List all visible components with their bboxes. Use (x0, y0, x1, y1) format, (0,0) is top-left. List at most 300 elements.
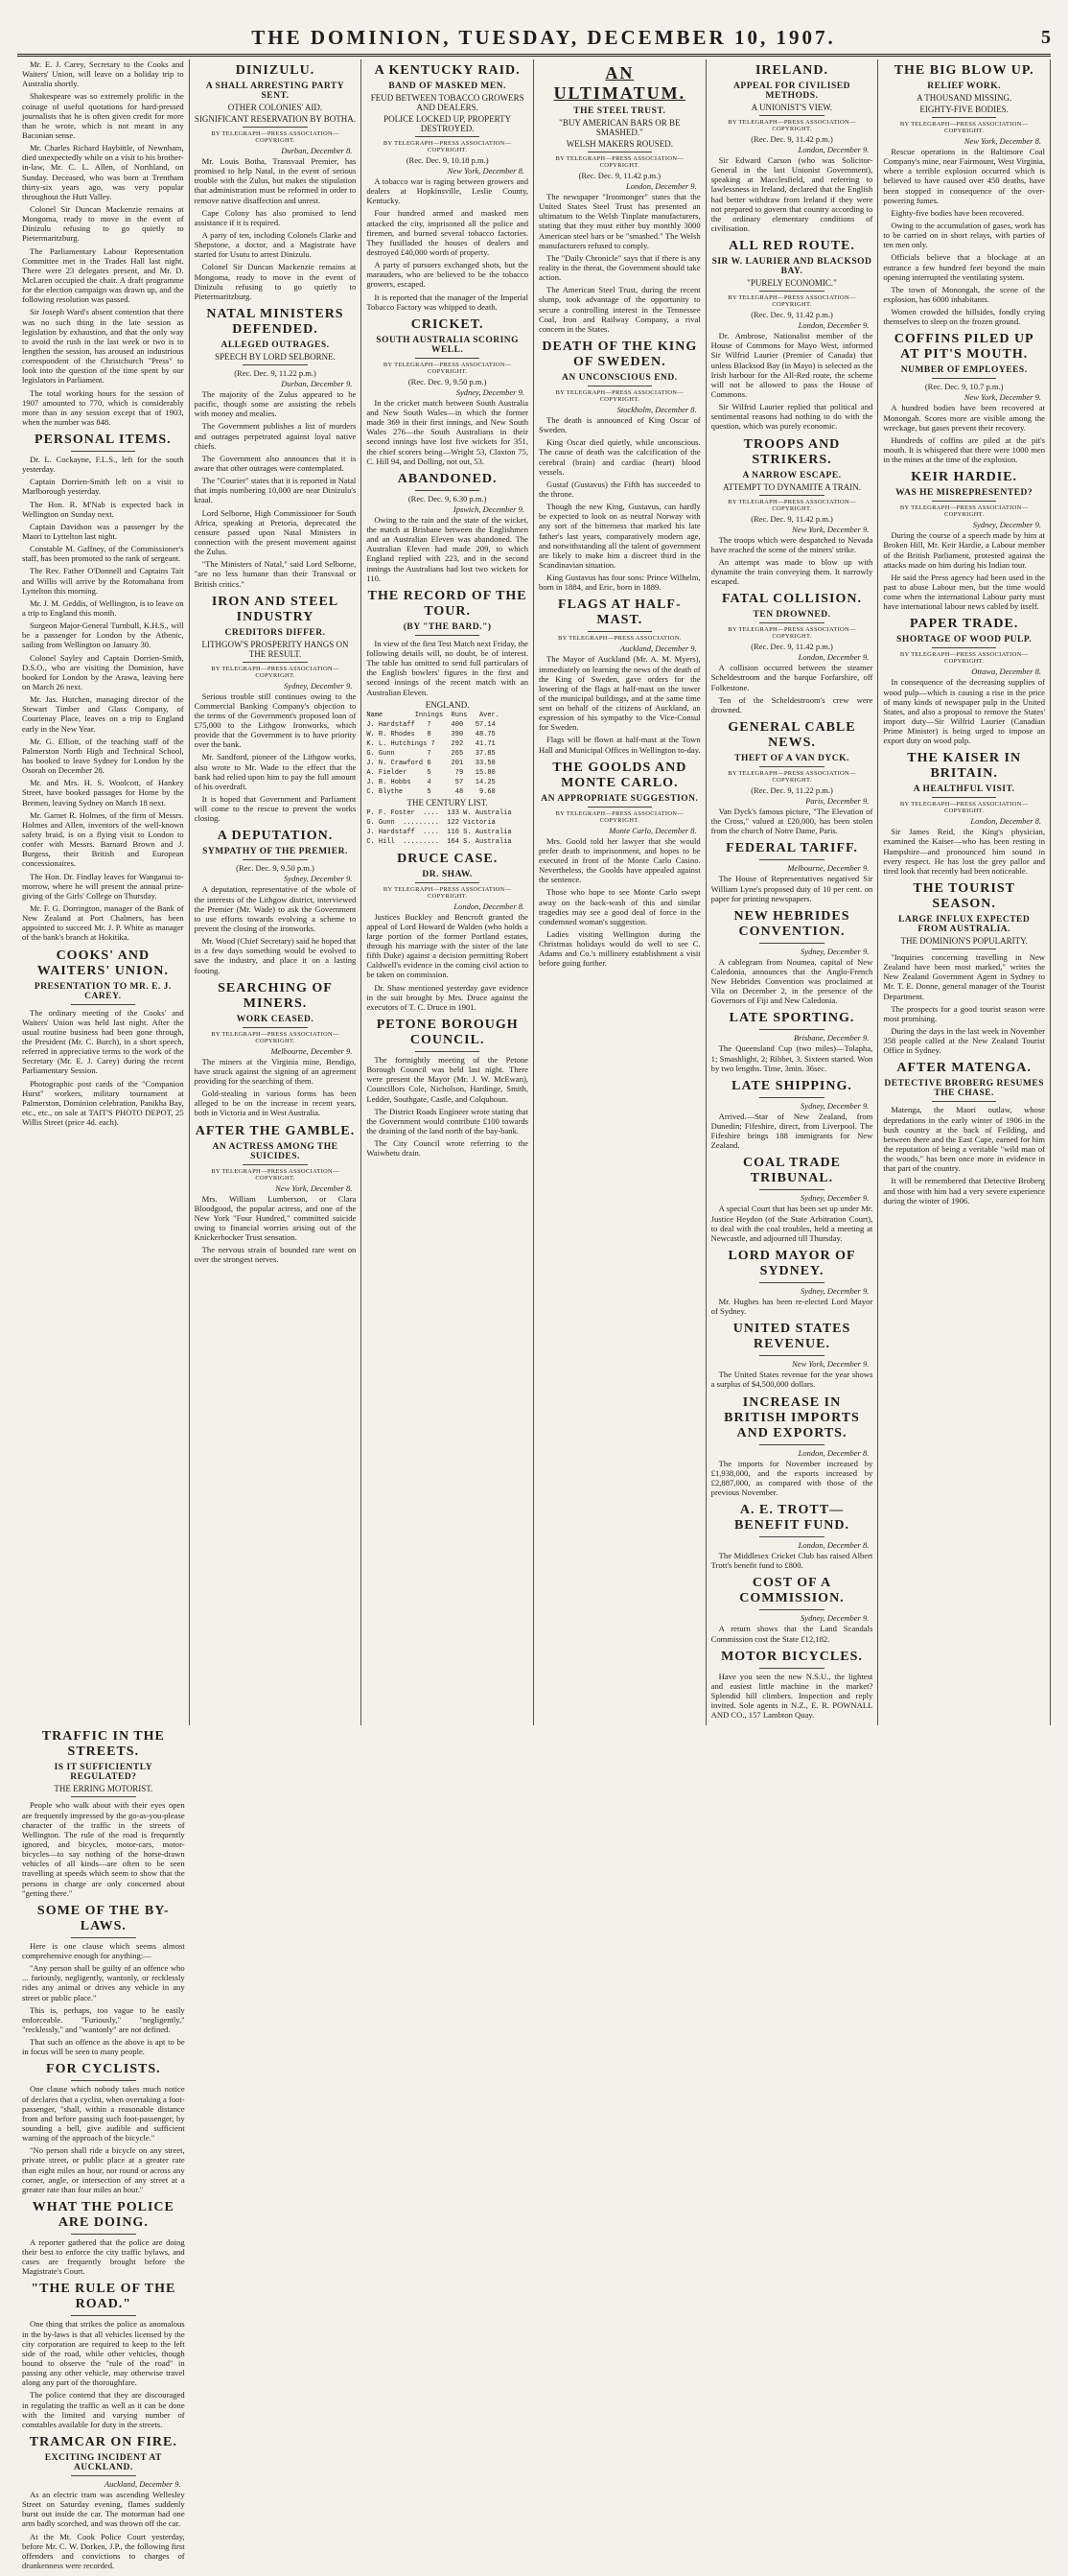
divider (932, 647, 996, 648)
body-paragraph: "Any person shall be guilty of an offence who ... furiously, negligently, wantonly, or recklessly rides any animal or drives any vehicle in any street or public place." (22, 1963, 185, 2002)
sub-headline: AN ACTRESS AMONG THE SUICIDES. (212, 1141, 338, 1161)
body-paragraph: Mr. Sandford, pioneer of the Lithgow works, also wrote to Mr. Wade to the effect that the bank had relied upon him to pay the full amount of his overdraft. (194, 752, 357, 791)
headline: COFFINS PILED UP AT PIT'S MOUTH. (894, 332, 1034, 363)
headline: THE TOURIST SEASON. (913, 881, 1015, 912)
divider (71, 1796, 136, 1797)
article (366, 472, 528, 583)
headline: TRAMCAR ON FIRE. (29, 2435, 177, 2450)
body-paragraph: At the Mt. Cook Police Court yesterday, before Mr. C. W. Dorken, J.P., the following first offenders and convictions to charges of drunkenness were recorded. (22, 2531, 185, 2571)
divider (243, 662, 307, 663)
body-paragraph: The police contend that they are discouraged in regulating the traffic as well as it can be done with the limited and varying number of constables available for duty in the streets. (22, 2390, 185, 2429)
sub-headline: ATTEMPT TO DYNAMITE A TRAIN. (722, 481, 862, 492)
headline: LATE SPORTING. (729, 1011, 855, 1026)
body-paragraph: Mr. Charles Richard Haybittle, of Newnham, died unexpectedly while on a visit to his brother-in-law, Mr. C. L. Allen, of Northland, on Sunday. Deceased, who was born at Trentham thirty-six years ago, was very popular throughout the Hutt Valley. (22, 143, 184, 201)
sub-headline: "BUY AMERICAN BARS OR BE SMASHED." (559, 118, 681, 137)
sub-headline: A THOUSAND MISSING. (917, 93, 1012, 103)
body-paragraph: Hundreds of coffins are piled at the pit's mouth. It is whispered that there were 1000 men in the mines at the time of the explosion. (883, 434, 1045, 465)
dateline: Brisbane, December 9. (793, 1033, 870, 1043)
body-paragraph: Gold-stealing in various forms has been alleged to be on the increase in recent years, both in Victoria and in West Australia. (194, 1089, 357, 1118)
body-paragraph: The Middlesex Cricket Club has raised Albert Trott's benefit fund to £800. (710, 1551, 873, 1571)
body-paragraph: The American Steel Trust, during the recent slump, took advantage of the opportunity to secure a controlling interest in the Tennessee Coal, Iron and Railway Company, a rival concern in the States. (539, 285, 701, 334)
divider (243, 1164, 307, 1165)
divider (759, 495, 824, 496)
sub-headline: EXCITING INCIDENT AT AUCKLAND. (44, 2453, 162, 2473)
body-paragraph: A tobacco war is raging between growers and dealers at Hopkinsville, Leslie County, Kentucky. (366, 176, 528, 206)
dateline: Sydney, December 9. (284, 874, 353, 884)
received-date: (Rec. Dec. 9, 11.42 p.m.) (578, 171, 662, 180)
table-row: W. R. Rhodes 8 390 48.75 (366, 730, 496, 738)
dateline: New York, December 9. (792, 1359, 870, 1370)
divider (71, 1937, 136, 1938)
body-paragraph: That such an offence as the above is apt to be in focus will be seen to many people. (22, 2037, 185, 2057)
body-paragraph: One thing that strikes the police as anomalous in the by-laws is that all vehicles licensed by the city corporation are required to keep to the left side of the road, while other vehicles, though bound to observe the "rule of the road" in passing any other vehicle, may otherwise travel along any part of the thoroughfare. (22, 2319, 185, 2388)
body-paragraph: The troops which were despatched to Nevada have reached the scene of the miners' strike. (710, 534, 873, 554)
body-paragraph: Colonel Sayley and Captain Dorrien-Smith, D.S.O., who are visiting the Dominion, have booked for London by the Arawa, leaving here on March 26 next. (22, 652, 184, 692)
body-paragraph: An attempt was made to blow up with dynamite the train conveying them. It narrowly escaped. (710, 556, 873, 587)
divider (759, 1536, 824, 1537)
divider (415, 635, 479, 636)
sub-headline: POLICE LOCKED UP, PROPERTY DESTROYED. (383, 114, 512, 133)
divider (932, 378, 996, 379)
divider (759, 1609, 824, 1610)
body-paragraph: Ten of the Scheldestroom's crew were drowned. (710, 694, 873, 714)
body-paragraph: Colonel Sir Duncan Mackenzie remains at Mongoma, ready to move in the event of Dinizulu refusing to go quietly to Pietermaritzburg. (22, 203, 184, 244)
divider (759, 1444, 824, 1445)
body-paragraph: A return shows that the Land Scandals Commission cost the State £12,182. (710, 1624, 873, 1644)
table-heading: THE CENTURY LIST. (406, 797, 488, 808)
body-paragraph: Those who hope to see Monte Carlo swept away on the back-wash of this and similar tragedies may see a good deal of force in the condemned woman's suggestion. (539, 887, 701, 926)
body-paragraph: The nervous strain of bounded rare went on over the strongest nerves. (194, 1245, 357, 1265)
dateline: London, December 8. (970, 816, 1041, 827)
headline: SOME OF THE BY-LAWS. (36, 1903, 170, 1933)
article (711, 592, 873, 714)
headline: SEARCHING OF MINERS. (218, 980, 333, 1011)
divider (932, 948, 996, 949)
table-heading: ENGLAND. (425, 699, 470, 710)
article (539, 340, 701, 592)
column-6 (878, 59, 1051, 1725)
divider (759, 1189, 824, 1190)
body-paragraph: Mr. Jas. Hutchen, managing director of the Stewart Timber and Glass Company, of Courtenay Place, leaves on a trip to England early in the New Year. (22, 694, 184, 734)
divider (759, 622, 824, 623)
wire-credit: BY TELEGRAPH—PRESS ASSOCIATION—COPYRIGHT. (211, 665, 339, 679)
body-paragraph: Serious trouble still continues owing to the Commercial Banking Company's objection to the terms of the Government's proposed loan of £75,000 to the Lithgow Ironworks, which provide that the Government is to have priority over the bank. (194, 691, 357, 750)
body-paragraph: A deputation, representative of the whole of the interests of the Lithgow district, interviewed the Premier (Mr. Wade) to ask the Government to use efforts towards evolving a scheme to prevent the closing of the ironworks. (194, 884, 357, 934)
body-paragraph: The District Roads Engineer wrote stating that the Government would contribute £100 towards the draining of the land north of the bay-bank. (366, 1106, 528, 1136)
body-paragraph: Mr. Garnet R. Holmes, of the firm of Messrs. Holmes and Allen, inventors of the well-known safety braid, is on a flying visit to London to confer with Messrs. Barnard Brown and J. Burgess, their British and European concessionaires. (22, 809, 184, 869)
body-paragraph: Cape Colony has also promised to lend assistance if it is required. (194, 207, 357, 227)
body-paragraph: Gustaf (Gustavus) the Fifth has succeeded to the throne. (539, 479, 701, 499)
body-paragraph: One clause which nobody takes much notice of declares that a cyclist, when overtaking a foot-passenger, "shall, within a reasonable distance from and before passing such foot-passenger, by sounding a bell, give audible and sufficient warning of the approach of the bicycle." (22, 2084, 185, 2143)
wire-credit: BY TELEGRAPH—PRESS ASSOCIATION. (557, 635, 682, 643)
body-paragraph: During the days in the last week in November 358 people called at the New Zealand Tourist Office in Sydney. (883, 1026, 1045, 1056)
dateline: Monte Carlo, December 8. (609, 825, 697, 835)
headline: NATAL MINISTERS DEFENDED. (206, 306, 344, 337)
received-date: (Rec. Dec. 9, 6.30 p.m.) (407, 493, 487, 503)
sub-headline: A UNIONIST'S VIEW. (751, 103, 833, 112)
article (711, 841, 873, 902)
wire-credit: BY TELEGRAPH—PRESS ASSOCIATION—COPYRIGHT. (211, 1030, 339, 1044)
dateline: London, December 9. (626, 181, 697, 191)
article (711, 1576, 873, 1643)
body-paragraph: Ladies visiting Wellington during the Christmas holidays would do well to see C. Adams and Co.'s millinery establishment a visit before going further. (539, 929, 701, 969)
received-date: (Rec. Dec. 9, 11.42 p.m.) (751, 134, 833, 144)
divider (415, 490, 479, 491)
body-paragraph: During the course of a speech made by him at Broken Hill, Mr. Keir Hardie, a Labour member of the British Parliament, protested against the attacks made on him during his Indian tour. (883, 530, 1045, 570)
received-date: (Rec. Dec. 9, 11.22 p.m.) (234, 367, 316, 378)
dateline: Melbourne, December 9. (787, 863, 870, 874)
sub-headline: THE DOMINION'S POPULARITY. (900, 936, 1028, 947)
divider (415, 882, 479, 883)
column-7 (17, 1725, 190, 2576)
article (711, 1503, 873, 1570)
body-paragraph: Mr. Louis Botha, Transvaal Premier, has promised to help Natal, in the event of serious trouble with the Zulus, but makes the stipulation that administration must be reformed in order to remove native disaffection and unrest. (194, 156, 357, 205)
body-paragraph: A party of pursuers exchanged shots, but the marauders, who are believed to be the tobacco growers, escaped. (366, 260, 528, 290)
article (883, 881, 1045, 1055)
article (22, 1904, 185, 2057)
article (366, 63, 528, 312)
article (195, 829, 357, 974)
article (22, 433, 184, 942)
article (711, 720, 873, 835)
article (195, 595, 357, 824)
column-1 (17, 59, 190, 1725)
article (539, 597, 701, 754)
headline: PAPER TRADE. (909, 617, 1019, 632)
body-paragraph: Though the new King, Gustavus, can hardly be expected to look on as neutral Norway with any sort of the bitterness that marked his late father's last years, comparatively modern age, and notwithstanding all the talent of government are likely to make him a discreet third in the Scandinavian situation. (539, 502, 701, 570)
divider (71, 1004, 135, 1005)
wire-credit: BY TELEGRAPH—PRESS ASSOCIATION—COPYRIGHT. (555, 809, 685, 824)
divider (243, 1027, 307, 1028)
article (22, 2435, 185, 2570)
sub-headline: SOUTH AUSTRALIA SCORING WELL. (376, 335, 520, 355)
body-paragraph: Arrived.—Star of New Zealand, from Dunedin; Fifeshire, direct, from Liverpool. The Fifeshire brings 188 immigrants for New Zealand. (710, 1111, 873, 1151)
body-paragraph: The death is announced of King Oscar of Sweden. (539, 414, 701, 435)
table-row: K. L. Hutchings 7 292 41.71 (366, 739, 496, 748)
article (711, 1650, 873, 1721)
sub-headline: SPEECH BY LORD SELBORNE. (215, 351, 336, 362)
divider (415, 1051, 479, 1052)
sub-headline: SIGNIFICANT RESERVATION BY BOTHA. (194, 114, 357, 124)
wire-credit: BY TELEGRAPH—PRESS ASSOCIATION—COPYRIGHT. (899, 504, 1029, 519)
divider (71, 2475, 136, 2476)
body-paragraph: Women crowded the hillsides, fondly crying themselves to sleep on the frozen ground. (883, 307, 1045, 327)
divider (243, 859, 307, 860)
body-paragraph: The town of Monongah, the scene of the explosion, has 6000 inhabitants. (883, 284, 1045, 304)
article (366, 589, 528, 846)
headline: AFTER MATENGA. (896, 1061, 1032, 1076)
sub-headline: WELSH MAKERS ROUSED. (566, 139, 673, 149)
body-paragraph: A collision occurred between the steamer Scheldestroom and the barque Forfarshire, off Folkestone. (710, 663, 873, 692)
body-paragraph: Sir Wilfrid Laurier replied that political and sentimental reasons had nothing to do with the question, which was purely economic. (710, 402, 873, 432)
article (883, 751, 1045, 876)
body-paragraph: A cablegram from Noumea, capital of New Caledonia, announces that the Anglo-French New Hebrides Convention was proclaimed at Vila on December 2, in the presence of the Governors of Fiji and New Caledonia. (710, 956, 873, 1006)
body-paragraph: It will be remembered that Detective Broberg and those with him had a very severe experience during the winter of 1906. (883, 1176, 1045, 1206)
headline: GENERAL CABLE NEWS. (728, 719, 856, 750)
article (22, 2200, 185, 2277)
sub-headline: "PURELY ECONOMIC." (747, 278, 837, 289)
divider (932, 1101, 996, 1102)
wire-credit: BY TELEGRAPH—PRESS ASSOCIATION—COPYRIGHT. (899, 121, 1029, 134)
article (711, 1156, 873, 1243)
wire-credit: BY TELEGRAPH—PRESS ASSOCIATION—COPYRIGHT. (555, 388, 685, 403)
sub-headline: CREDITORS DIFFER. (224, 627, 326, 638)
dateline: Paris, December 9. (805, 795, 870, 806)
wire-credit: BY TELEGRAPH—PRESS ASSOCIATION—COPYRIGHT. (728, 769, 856, 784)
headline: TROOPS AND STRIKERS. (743, 436, 841, 467)
body-paragraph: The City Council wrote referring to the Waiwhetu drain. (366, 1138, 528, 1159)
sub-headline: SYMPATHY OF THE PREMIER. (202, 847, 348, 857)
headline: COST OF A COMMISSION. (739, 1576, 845, 1606)
body-paragraph: "The Ministers of Natal," said Lord Selborne, "are no less humane than their Transvaal or British critics." (194, 559, 357, 589)
article (22, 2282, 185, 2429)
body-paragraph: The total working hours for the session of 1907 amounted to 770, which is considerably more than in any session except that of 1903, when the number was 848. (22, 387, 184, 427)
body-paragraph: Matenga, the Maori outlaw, whose depredations in the early winter of 1906 in the bush country at the back of Feilding, and between there and the East Cape, earned for him the reputation of being a veritable "wild man of the woods," has been once more in evidence in that part of the country. (883, 1105, 1045, 1174)
body-paragraph: The Government publishes a list of murders and outrages perpetrated against loyal native chiefs. (194, 421, 357, 451)
headline: PETONE BOROUGH COUNCIL. (376, 1018, 519, 1048)
body-paragraph: Surgeon Major-General Turnbull, K.H.S., will be a passenger for London by the Athenic, sailing from Wellington on January 30. (22, 621, 184, 650)
headline: THE BIG BLOW UP. (894, 63, 1034, 78)
dateline: Sydney, December 9. (801, 1100, 870, 1111)
divider (71, 2080, 136, 2081)
headline: TRAFFIC IN THE STREETS. (41, 1729, 165, 1760)
headline: LATE SHIPPING. (731, 1078, 852, 1093)
sub-headline: THE STEEL TRUST. (573, 106, 666, 116)
divider (71, 451, 135, 452)
dateline: Auckland, December 9. (104, 2479, 181, 2490)
divider (588, 631, 652, 632)
dateline: Durban, December 8. (281, 146, 353, 155)
body-paragraph: The majority of the Zulus appeared to be pacific, though some are assisting the rebels with money and mealies. (194, 388, 357, 419)
received-date: (Rec. Dec. 9, 9.50 p.m.) (407, 376, 487, 386)
sub-headline: WORK CEASED. (236, 1014, 314, 1024)
headline: WHAT THE POLICE ARE DOING. (32, 2199, 174, 2230)
body-paragraph: In the cricket match between South Australia and New South Wales—in which the former made 369 in their first innings, and New South Wales 276—the South Australians in their second innings have lost five wickets for 351, the chief scorers being—Wright 53, Claxton 75, C. Hill 94, and Dolling, not out, 53. (366, 397, 528, 466)
body-paragraph: The Parliamentary Labour Representation Committee met in the Trades Hall last night. There were 23 delegates present, and Mr. D. McLaren occupied the chair. A draft programme for the election campaign was drawn up, and the following resolution was passed. (22, 246, 184, 305)
headline: THE RECORD OF THE TOUR. (367, 588, 527, 619)
dateline: New York, December 8. (275, 1183, 353, 1193)
body-paragraph: Mr. and Mrs. H. S. Woolcott, of Hankey Street, have booked passages for Home by the Bremen, leaving Sydney on March 18 next. (22, 778, 184, 808)
body-paragraph: Captain Davidson was a passenger by the Maori to Lyttelton last night. (22, 521, 184, 542)
headline: DEATH OF THE KING OF SWEDEN. (542, 339, 698, 369)
table-row: J. B. Hobbs 4 57 14.25 (366, 778, 496, 786)
body-paragraph: Here is one clause which seems almost comprehensive enough for anything:— (22, 1940, 185, 1960)
dateline: Durban, December 9. (281, 378, 353, 388)
body-paragraph: The miners at the Virginia mine, Bendigo, have struck against the signing of an agreement providing for the searching of them. (194, 1056, 357, 1087)
table-row: C. Hill ......... 164 S. Australia (366, 837, 512, 846)
headline: KEIR HARDIE. (911, 470, 1018, 485)
dateline: Sydney, December 9. (972, 520, 1041, 530)
table-row: Name Innings Runs Aver. (366, 711, 499, 719)
table-row: A. Fielder 5 79 15.80 (366, 768, 496, 777)
article (366, 852, 528, 1012)
headline: A. E. TROTT—BENEFIT FUND. (733, 1503, 850, 1534)
body-paragraph: Four hundred armed and masked men attacked the city, imprisoned all the police and firemen, and burned several tobacco factories. They fusilladed the houses of dealers and destroyed £40,000 worth of property. (366, 208, 528, 257)
body-paragraph: Mr. G. Elliott, of the teaching staff of the Palmerston North High and Technical School, has booked to leave Sydney for London by the Osorah on December 28. (22, 736, 184, 776)
received-date: (Rec. Dec. 9, 10.7 p.m.) (924, 382, 1004, 392)
article (22, 1729, 185, 1897)
sub-headline: THEFT OF A VAN DYCK. (734, 753, 849, 763)
headline: COAL TRADE TRIBUNAL. (743, 1156, 841, 1186)
sub-headline: EIGHTY-FIVE BODIES. (919, 105, 1009, 114)
divider (71, 2234, 136, 2235)
headline: INCREASE IN BRITISH IMPORTS AND EXPORTS. (724, 1394, 860, 1440)
dateline: London, December 9. (798, 320, 870, 331)
body-paragraph: It is reported that the manager of the Imperial Tobacco Factory was whipped to death. (366, 292, 528, 312)
divider (759, 1029, 824, 1030)
wire-credit: BY TELEGRAPH—PRESS ASSOCIATION—COPYRIGHT. (211, 130, 339, 144)
body-paragraph: "Inquiries concerning travelling in New Zealand have been most marked," writes the New Zealand Government Agent in Sydney to Mr. T. E. Donne, general manager of the Tourist Department. (883, 952, 1045, 1001)
body-paragraph: A special Court that has been set up under Mr. Justice Heydon (of the State Arbitration Court), to deal with the coal troubles, held a meeting at Newcastle, and adjourned till Thursday. (710, 1204, 873, 1243)
headline: AN ULTIMATUM. (553, 63, 686, 103)
body-paragraph: As an electric tram was ascending Wellesley Street on Saturday evening, flames suddenly burst out inside the car. The motorman had one arm badly scorched, and was thrown off the car. (22, 2490, 185, 2529)
sub-headline: RELIEF WORK. (927, 82, 1002, 91)
body-paragraph: King Oscar died quietly, while unconscious. The cause of death was the calcification of the cerebral (brain) and cardiac (heart) blood vessels. (539, 437, 701, 477)
received-date: (Rec. Dec. 9, 9.50 p.m.) (236, 863, 314, 874)
wire-credit: BY TELEGRAPH—PRESS ASSOCIATION—COPYRIGHT. (211, 1167, 339, 1182)
body-paragraph: Sir Joseph Ward's absent contention that there was no such thing in the late session as legislation by exhaustion, and that the only way to avoid the rush in the last week or two is to lengthen the session, has aroused an industrious correspondent of the Christchurch "Press" to look into the question of the time spent by our legislators in Parliament. (22, 307, 184, 386)
sub-headline: TEN DROWNED. (753, 610, 831, 621)
body-paragraph: Photographic post cards of the "Companion Hurst" workers, military tournament at Palmerston, Dominion celebration, Panikha Bay, etc., etc., on sale at TAIT'S PHOTO DEPOT, 25 Willis Street (price 4d. each). (22, 1078, 184, 1128)
divider (932, 117, 996, 118)
body-paragraph: Mr. J. M. Geddis, of Wellington, is to leave on a trip to England this month. (22, 597, 184, 619)
body-paragraph: Shakespeare was so extremely prolific in the coinage of useful quotations for hard-pressed journalists that he is often given credit for more than he wrote, which is not meant in any Baconian sense. (22, 91, 184, 140)
body-paragraph: It is hoped that Government and Parliament will come to the rescue to prevent the works closing. (194, 794, 357, 824)
dateline: London, December 8. (798, 1540, 870, 1551)
table-row: C. Blythe 5 48 9.60 (366, 787, 496, 796)
headline: A DEPUTATION. (217, 829, 334, 844)
body-paragraph: The ordinary meeting of the Cooks' and Waiters' Union was held last night. After the usual routine business had been gone through, the President (Mr. C. Burch), in a short speech, referred in appreciative terms to the work of the Secretary (Mr. E. J. Carey) during the recent Parliamentary Session. (22, 1007, 184, 1076)
wire-credit: BY TELEGRAPH—PRESS ASSOCIATION—COPYRIGHT. (555, 155, 685, 169)
body-paragraph: The imports for November increased by £1,938,000, and the exports increased by £2,887,000, as compared with those of the previous November. (710, 1458, 873, 1498)
body-paragraph: A hundred bodies have been recovered at Monongah. Scores more are visible among the wreckage, but gases prevent their recovery. (883, 403, 1045, 433)
headline: LORD MAYOR OF SYDNEY. (728, 1249, 856, 1279)
article (195, 63, 357, 301)
dateline: Stockholm, December 8. (616, 404, 697, 414)
article (195, 1124, 357, 1265)
article (366, 317, 528, 466)
body-paragraph: Dr. L. Cockayne, F.L.S., left for the south yesterday. (22, 455, 184, 475)
body-paragraph: Owing to the rain and the state of the wicket, the match at Brisbane between the Englishmen and an Australian Eleven was abandoned. The Australian Eleven had made 209, to which England replied with 223, and in the second innings the Australians had lost two wickets for 110. (366, 514, 528, 583)
sub-headline: LITHGOW'S PROSPERITY HANGS ON THE RESULT. (201, 639, 349, 659)
headline: COOKS' AND WAITERS' UNION. (36, 948, 169, 978)
body-paragraph: The fortnightly meeting of the Petone Borough Council was held last night. There were present the Mayor (Mr. J. W. McEwan), Councillors Cole, Nicholson, Hardinge, Smith, Ledder, Southgate, Castle, and Colquhoun. (366, 1055, 528, 1104)
headline: FEDERAL TARIFF. (726, 841, 858, 856)
body-paragraph: The prospects for a good tourist season were most promising. (883, 1003, 1045, 1023)
sub-headline: DR. SHAW. (422, 869, 473, 879)
sub-headline: APPEAL FOR CIVILISED METHODS. (733, 82, 850, 101)
table-row: P. F. Foster .... 133 W. Australia (366, 808, 512, 817)
sub-headline: ALLEGED OUTRAGES. (221, 340, 330, 350)
body-paragraph: The Queensland Cup (two miles)—Tolapha, 1; Smashlight, 2; Ribbet, 3. Sixteen started. Won by two lengths. Time, 3min. 36sec. (710, 1043, 873, 1073)
article (711, 1249, 873, 1316)
sub-headline: OTHER COLONIES' AID. (227, 103, 323, 112)
sub-headline: LARGE INFLUX EXPECTED FROM AUSTRALIA. (898, 915, 1031, 935)
headline: CRICKET. (410, 316, 484, 332)
sub-headline: (BY "THE BARD.") (403, 621, 492, 632)
body-paragraph: Mr. E. J. Carey, Secretary to the Cooks and Waiters' Union, will leave on a holiday trip to Australia shortly. (22, 59, 184, 89)
body-paragraph: Eighty-five bodies have been recovered. (891, 207, 1024, 218)
body-paragraph: Owing to the accumulation of gases, work has to be carried on in short relays, with parties of ten men only. (883, 220, 1045, 250)
dateline: Sydney, December 9. (284, 680, 353, 691)
headline: ABANDONED. (397, 471, 498, 486)
body-paragraph: In view of the first Test Match next Friday, the following details will, no doubt, be of interest. The table has omitted to send full particulars of the English bowlers' figures in the first and second innings of the recent match with an Australian Eleven. (366, 638, 528, 697)
body-paragraph: Mrs. William Lumberson, or Clara Bloodgood, the popular actress, and one of the New York "Four Hundred," committed suicide owing to financial worries arising out of the Knickerbocker Trust sensation. (194, 1193, 357, 1243)
divider (932, 797, 996, 798)
body-paragraph: The "Daily Chronicle" says that if there is any reality in the threat, the Government should take action. (539, 252, 701, 283)
headline: FATAL COLLISION. (722, 592, 862, 607)
divider (243, 364, 307, 365)
article (539, 63, 701, 334)
masthead-title: THE DOMINION, TUESDAY, DECEMBER 10, 1907. (251, 25, 836, 49)
wire-credit: BY TELEGRAPH—PRESS ASSOCIATION—COPYRIGHT. (728, 498, 856, 512)
divider (759, 943, 824, 944)
divider (759, 1097, 824, 1098)
column-3 (361, 59, 534, 1725)
body-paragraph: Justices Buckley and Bencroft granted the appeal of Lord Howard de Walden (who holds a large portion of the former Portland estates, through his marriage with the sister of the late fifth Duke) against a decision permitting Robert Caldwell's evidence in the coming civil action to be taken on commission. (366, 911, 528, 980)
table-row: J. N. Crawford 6 201 33.50 (366, 759, 496, 767)
received-date: (Rec. Dec. 9, 10.18 p.m.) (406, 155, 489, 165)
body-paragraph: Captain Dorrien-Smith left on a visit to Marlborough yesterday. (22, 477, 184, 497)
body-paragraph: Lord Selborne, High Commissioner for South Africa, speaking at Pretoria, deprecated the censure passed upon Natal Ministers in connection with the present movement against the Zulus. (194, 507, 357, 557)
dateline: Sydney, December 9. (801, 1613, 870, 1624)
body-paragraph: The newspaper "Ironmonger" states that the United States Steel Trust has presented an ultimatum to the Welsh Tinplate manufacturers, stating that they must either buy monthly 3000 American steel bars or be "smashed." The Welsh manufacturers refused to comply. (539, 192, 701, 250)
body-paragraph: A reporter gathered that the police are doing their best to enforce the city traffic bylaws, and cases are frequently brought before the Magistrate's Court. (22, 2236, 185, 2277)
headline: FLAGS AT HALF-MAST. (558, 597, 682, 628)
page-number: 5 (1041, 26, 1051, 48)
column-2 (190, 59, 362, 1725)
article (366, 1018, 528, 1158)
masthead (17, 21, 1051, 57)
dateline: Auckland, December 9. (619, 644, 697, 654)
received-date: (Rec. Dec. 9, 11.22 p.m.) (751, 785, 833, 795)
dateline: New York, December 8. (964, 136, 1041, 146)
table-row: J. Hardstaff .... 116 S. Australia (366, 828, 512, 836)
divider (588, 807, 652, 808)
article (883, 617, 1045, 745)
divider (759, 1355, 824, 1356)
wire-credit: BY TELEGRAPH—PRESS ASSOCIATION—COPYRIGHT. (899, 801, 1029, 815)
body-paragraph: Dr. Shaw mentioned yesterday gave evidence in the suit brought by Mrs. Druce against the executors of T. C. Druce in 1901. (366, 982, 528, 1012)
divider (759, 115, 824, 116)
received-date: (Rec. Dec. 9, 11.42 p.m.) (751, 513, 833, 524)
sub-headline: PRESENTATION TO MR. E. J. CAREY. (34, 981, 172, 1001)
sub-headline: THE ERRING MOTORIST. (54, 1784, 153, 1794)
divider (415, 358, 479, 359)
sub-headline: AN UNCONSCIOUS END. (562, 372, 678, 383)
headline: DINIZULU. (235, 63, 315, 78)
article (711, 1011, 873, 1072)
article (711, 239, 873, 431)
sub-headline: DETECTIVE BROBERG RESUMES THE CHASE. (884, 1079, 1044, 1099)
divider (932, 501, 996, 502)
article (711, 1322, 873, 1389)
article (22, 59, 184, 427)
sub-headline: A SHALL ARRESTING PARTY SENT. (205, 82, 345, 101)
article (711, 1079, 873, 1151)
sub-headline: FEUD BETWEEN TOBACCO GROWERS AND DEALERS. (370, 93, 524, 112)
body-paragraph: A party of ten, including Colonels Clarke and Shepstone, a doctor, and a Magistrate have started for Usutu to arrest Dinizulu. (194, 229, 357, 260)
body-paragraph: He said the Press agency had been used in the past to abuse Labour men, but the time would come when the international Labour party must have international labour news cabled by itself. (883, 572, 1045, 612)
sub-headline: SIR W. LAURIER AND BLACKSOD BAY. (711, 257, 872, 277)
dateline: London, December 8. (453, 901, 524, 911)
body-paragraph: This is, perhaps, too vague to be easily enforceable. "Furiously," "negligently," "recklessly," and "wantonly" are not defined. (22, 2004, 185, 2034)
sub-headline: A HEALTHFUL VISIT. (913, 785, 1015, 795)
table-row: G. Gunn ......... 122 Victoria (366, 818, 496, 827)
received-date: (Rec. Dec. 9, 11.42 p.m.) (751, 642, 833, 652)
body-paragraph: Dr. Ambrose, Nationalist member of the House of Commons for Mayo West, informed Sir Wilfrid Laurier (Premier of Canada) that unless Blacksod Bay (in Mayo) is selected as the Irish harbour for the All-Red route, the scheme will not be allowed to pass the House of Commons. (710, 331, 873, 399)
headline: AFTER THE GAMBLE. (195, 1123, 356, 1138)
